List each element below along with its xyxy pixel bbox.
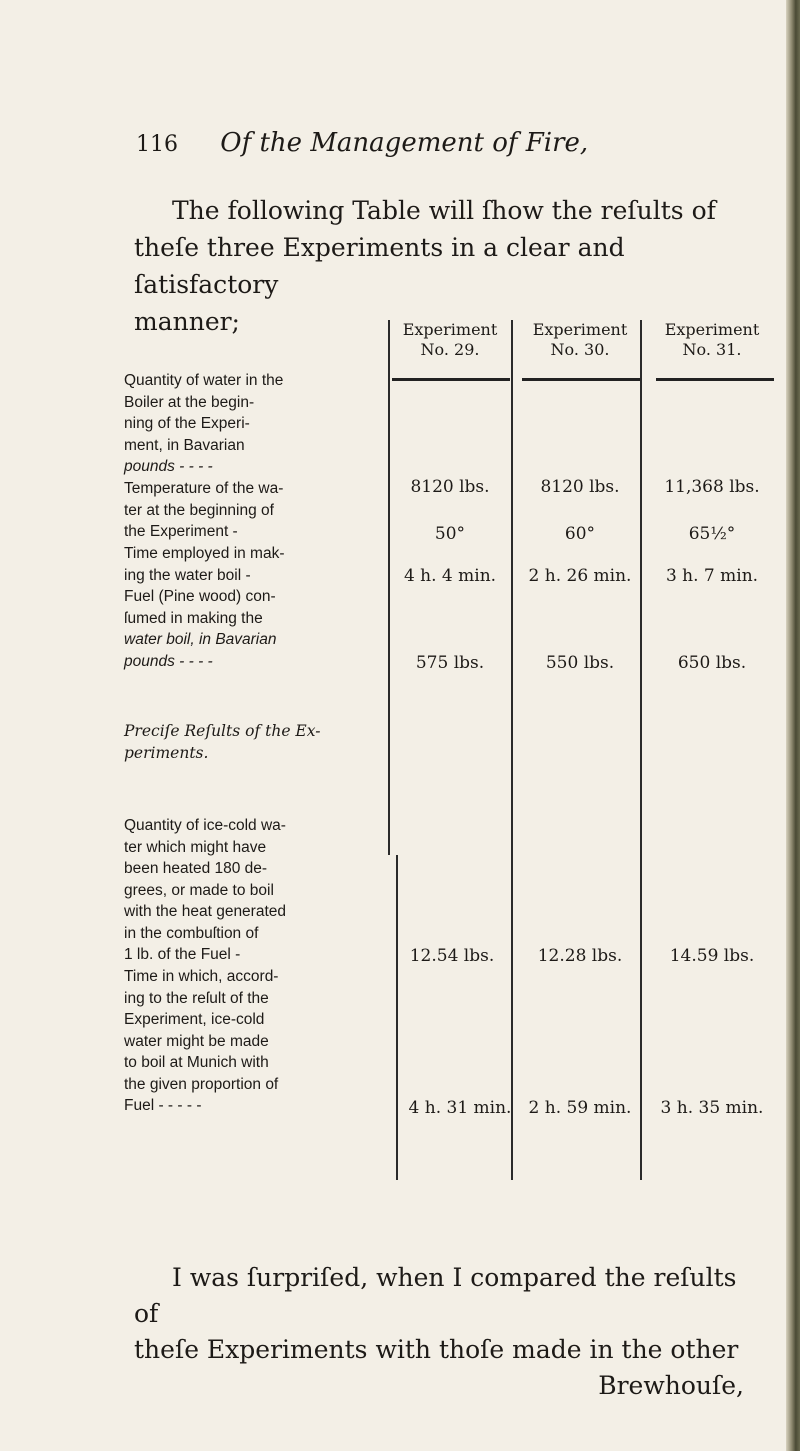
- column-heading: [386, 320, 514, 360]
- label-line: Experiment, ice-cold: [124, 1011, 265, 1028]
- label-line: Fuel - - - - -: [124, 1097, 202, 1114]
- table-cell: 3 h. 7 min.: [665, 566, 759, 586]
- column-rule: [640, 855, 642, 1180]
- column-heading-label: Experiment: [664, 320, 760, 339]
- results-table: [118, 320, 798, 1180]
- column-heading-number: No. 29.: [420, 340, 480, 359]
- table-cell: 550 lbs.: [545, 653, 615, 673]
- label-line: Time employed in mak-: [124, 545, 285, 562]
- label-line: ter at the beginning of: [124, 501, 274, 519]
- label-line: ter which might have: [124, 838, 267, 856]
- row-label: [124, 478, 394, 543]
- table-cell: 14.59 lbs.: [669, 946, 755, 966]
- intro-line: manner;: [134, 307, 240, 336]
- label-line: water boil, in Bavarian: [124, 631, 277, 648]
- table-cell: 575 lbs.: [415, 653, 485, 673]
- closing-line: theſe Experiments with thoſe made in the other: [134, 1335, 739, 1364]
- column-heading-number: No. 31.: [682, 340, 742, 359]
- table-cell: 12.28 lbs.: [537, 946, 623, 966]
- label-line: Time in which, accord-: [124, 968, 279, 985]
- subheading-line: Preciſe Reſults of the Ex-: [124, 722, 321, 740]
- table-cell: 3 h. 35 min.: [660, 1098, 764, 1118]
- subheading-line: periments.: [124, 744, 209, 762]
- label-line: Temperature of the wa-: [124, 480, 284, 497]
- column-rule: [640, 320, 642, 855]
- label-line: pounds - - - -: [124, 652, 213, 670]
- label-line: Quantity of water in the: [124, 372, 284, 389]
- intro-line: The following Table will ſhow the reſults of: [172, 196, 716, 225]
- column-heading: [648, 320, 776, 360]
- row-label: [124, 966, 394, 1117]
- label-line: 1 lb. of the Fuel -: [124, 946, 241, 963]
- table-cell: 2 h. 26 min.: [528, 566, 632, 586]
- label-line: ment, in Bavarian: [124, 436, 245, 454]
- column-heading-number: No. 30.: [550, 340, 610, 359]
- row-label: [124, 543, 394, 586]
- label-line: ing to the reſult of the: [124, 989, 269, 1007]
- table-cell: 12.54 lbs.: [409, 946, 495, 966]
- heading-rule: [656, 378, 774, 381]
- label-line: with the heat generated: [124, 903, 287, 920]
- table-cell: 4 h. 31 min.: [408, 1098, 512, 1118]
- column-rule: [511, 320, 513, 855]
- column-heading-label: Experiment: [532, 320, 628, 339]
- table-cell: 650 lbs.: [677, 653, 747, 673]
- label-line: ing the water boil -: [124, 566, 251, 584]
- label-line: grees, or made to boil: [124, 881, 274, 899]
- label-line: pounds - - - -: [124, 458, 213, 475]
- intro-paragraph: [134, 192, 754, 340]
- table-cell: 8120 lbs.: [410, 477, 490, 497]
- table-cell: 4 h. 4 min.: [403, 566, 497, 586]
- label-line: ning of the Experi-: [124, 415, 250, 432]
- label-line: to boil at Munich with: [124, 1054, 269, 1071]
- running-head: [136, 128, 588, 158]
- column-heading: [516, 320, 644, 360]
- table-cell: 65½°: [688, 524, 736, 544]
- label-line: been heated 180 de-: [124, 860, 268, 877]
- label-line: Boiler at the begin-: [124, 393, 255, 411]
- table-cell: 11,368 lbs.: [664, 477, 760, 497]
- intro-line: theſe three Experiments in a clear and ſatisfactory: [134, 233, 625, 299]
- label-line: Quantity of ice-cold wa-: [124, 817, 286, 834]
- label-line: the given proportion of: [124, 1075, 279, 1093]
- page-number: 116: [136, 132, 178, 157]
- heading-rule: [522, 378, 640, 381]
- closing-paragraph: [134, 1260, 754, 1404]
- closing-line: I was ſurpriſed, when I compared the reſults of: [134, 1263, 737, 1328]
- column-rule: [511, 855, 513, 1180]
- catchword: Brewhouſe,: [598, 1371, 744, 1400]
- results-subheading: [124, 720, 394, 764]
- running-title: Of the Management of Fire,: [220, 128, 589, 158]
- row-label: [124, 586, 394, 672]
- row-label: [124, 370, 394, 478]
- label-line: ſumed in making the: [124, 609, 263, 627]
- label-line: the Experiment -: [124, 523, 238, 540]
- column-rule: [396, 855, 398, 1180]
- table-cell: 8120 lbs.: [540, 477, 620, 497]
- heading-rule: [392, 378, 510, 381]
- table-cell: 2 h. 59 min.: [528, 1098, 632, 1118]
- row-label: [124, 815, 394, 966]
- table-cell: 50°: [434, 524, 466, 544]
- label-line: in the combuſtion of: [124, 924, 259, 942]
- label-line: Fuel (Pine wood) con-: [124, 588, 276, 605]
- column-heading-label: Experiment: [402, 320, 498, 339]
- label-line: water might be made: [124, 1032, 269, 1050]
- table-cell: 60°: [564, 524, 596, 544]
